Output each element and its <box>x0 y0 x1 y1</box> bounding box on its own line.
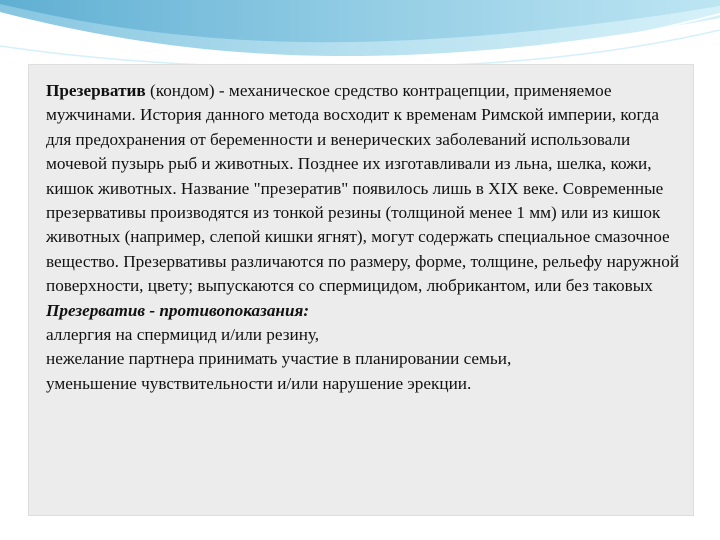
contraindication-item: уменьшение чувствительности и/или нарушение эрекции. <box>46 373 472 393</box>
term-title: Презерватив <box>46 81 146 100</box>
contraindications-heading: Презерватив - противопоказания: <box>46 300 310 320</box>
description-text: (кондом) - механическое средство контрацепции, применяемое мужчинами. История данного метода восходит к временам Римской империи, когда для предохранения от беременности и венерических заболеваний использовали мочевой пузырь рыб и животных. Позднее их изготавливали из льна, шелка, кожи, кишок животных. Название "презератив" появилось лишь в XIX веке. Современные презервативы производятся из тонкой резины (толщиной менее 1 мм) или из кишок животных (например, слепой кишки ягнят), могут содержать специальное смазочное вещество. Презервативы различаются по размеру, форме, толщине, рельефу наружной поверхности, цвету; выпускаются со спермицидом, любрикантом, или без таковых <box>46 81 680 296</box>
contraindication-item: аллергия на спермицид и/или резину, <box>46 325 320 345</box>
description-paragraph <box>46 79 682 299</box>
text-block <box>46 79 682 396</box>
contraindication-item: нежелание партнера принимать участие в планировании семьи, <box>46 349 512 369</box>
